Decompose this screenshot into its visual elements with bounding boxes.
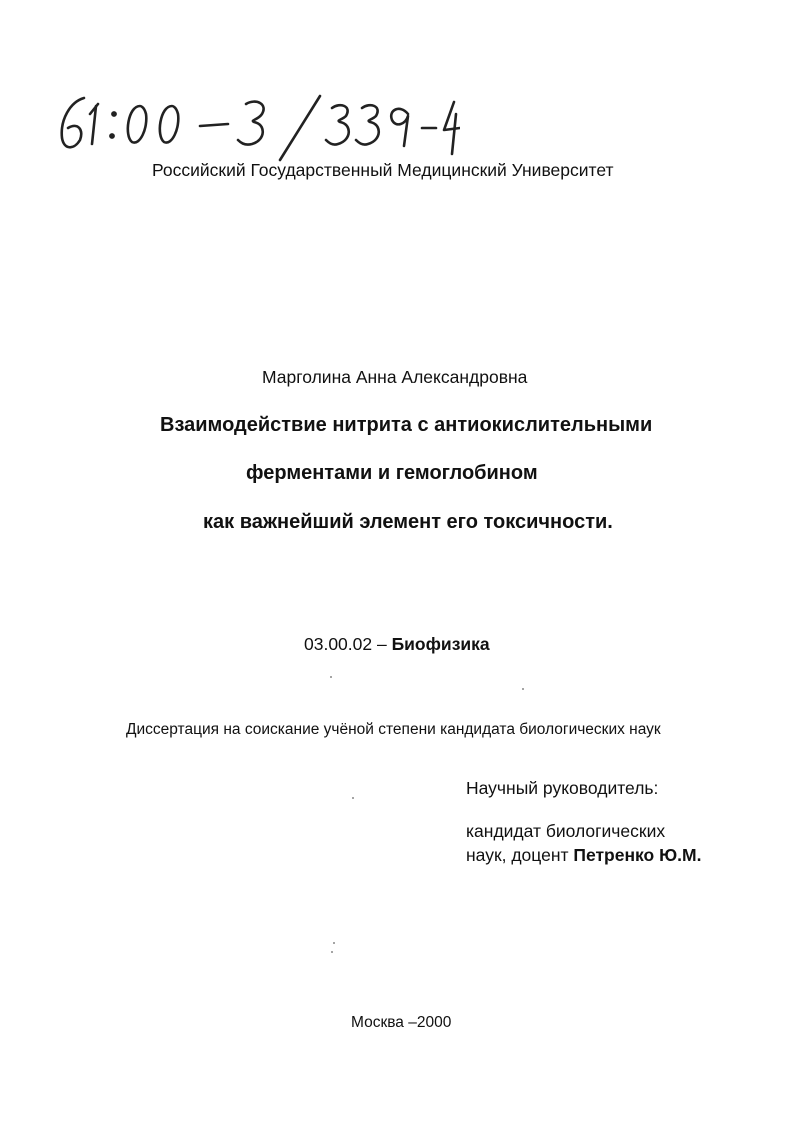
thesis-title-line-1: Взаимодействие нитрита с антиокислительными	[160, 414, 653, 436]
supervisor-title: наук, доцент	[466, 845, 569, 865]
specialty	[304, 634, 490, 655]
handwritten-archive-code	[40, 84, 460, 164]
dissertation-degree: Диссертация на соискание учёной степени кандидата биологических наук	[126, 721, 661, 738]
specialty-code: 03.00.02 –	[304, 634, 387, 654]
scan-speck	[333, 942, 335, 944]
scan-speck	[331, 951, 333, 953]
thesis-title-line-2: ферментами и гемоглобином	[246, 462, 538, 484]
author-name: Марголина Анна Александровна	[262, 367, 528, 387]
thesis-title-line-3: как важнейший элемент его токсичности.	[203, 511, 613, 533]
scan-speck	[352, 797, 354, 799]
supervisor-label: Научный руководитель:	[466, 778, 659, 798]
supervisor-name: Петренко Ю.М.	[573, 845, 702, 865]
university-name: Российский Государственный Медицинский Университет	[152, 160, 614, 180]
scan-speck	[330, 676, 332, 678]
supervisor-position	[466, 845, 701, 866]
city-year: Москва –2000	[351, 1014, 452, 1031]
supervisor-degree: кандидат биологических	[466, 821, 666, 841]
specialty-name: Биофизика	[391, 634, 490, 654]
scan-speck	[522, 688, 524, 690]
